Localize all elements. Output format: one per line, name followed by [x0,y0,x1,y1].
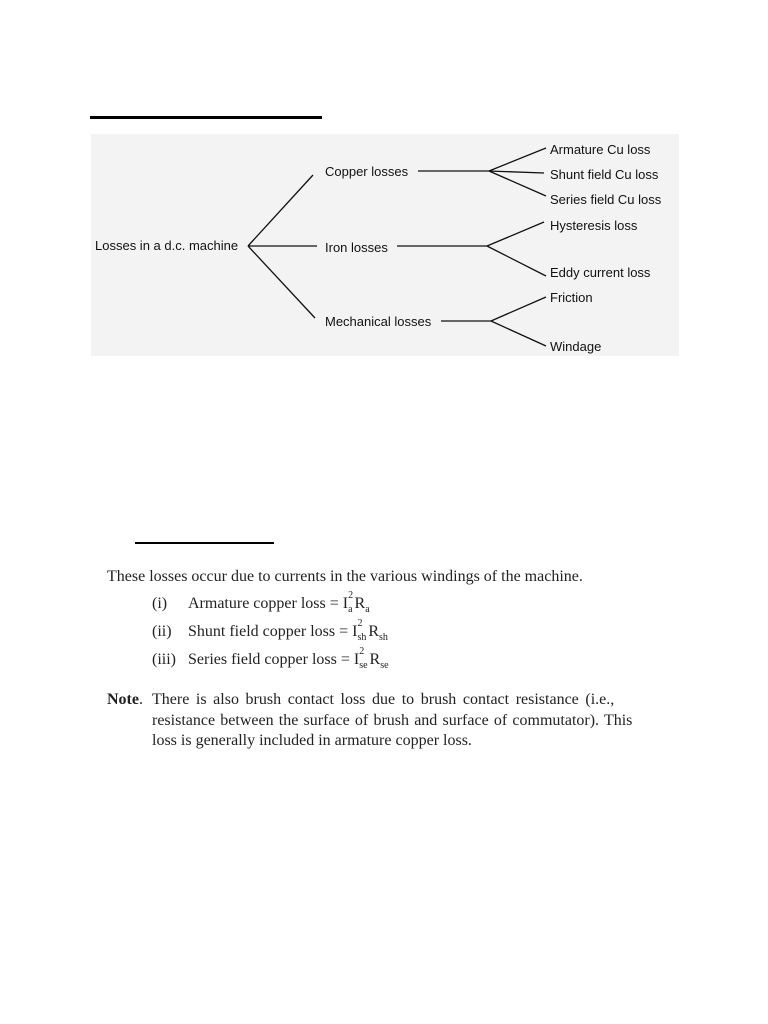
copper-intro-text: These losses occur due to currents in the various windings of the machine. [107,568,583,585]
connector-root-mechanical [248,246,315,318]
leaf-eddy-current-loss: Eddy current loss [550,265,651,280]
leaf-windage: Windage [550,339,602,354]
branch-label-mechanical: Mechanical losses [325,314,432,329]
item-number: (ii) [152,623,172,640]
note-label-period: . [138,691,143,708]
formula-exponent: 2 [348,590,354,601]
formula-resistance: R [369,651,381,668]
formula-current: I [353,651,360,668]
formula-current: I [352,623,358,640]
formula-resistance: R [368,623,380,640]
connector-copper-series [489,171,546,196]
subheading-underline [135,542,274,544]
note-line-3 [152,731,472,752]
note-label-text: Note [107,691,139,708]
note-line-3-text: loss is generally included in armature copper loss. [152,732,472,749]
formula-resistance-subscript: a [365,604,370,615]
note-line-1 [152,690,614,711]
formula-exponent: 2 [359,646,365,657]
connector-copper-shunt [489,171,544,173]
note-line-1-text: There is also brush contact loss due to brush contact resistance (i.e., [152,691,615,708]
item-text: Series field copper loss = [188,651,350,668]
connector-root-copper [248,175,313,246]
leaf-friction: Friction [550,290,593,305]
leaf-series-field-cu-loss: Series field Cu loss [550,192,662,207]
leaf-hysteresis-loss: Hysteresis loss [550,218,638,233]
item-number: (i) [152,595,168,612]
note-label [107,690,143,710]
connector-copper-armature [489,148,546,171]
formula-current-subscript: sh [357,632,367,643]
formula-resistance: R [354,595,366,612]
diagram-root-label: Losses in a d.c. machine [95,238,239,253]
heading-underline [90,116,322,119]
formula-current-subscript: se [359,660,368,671]
item-number: (iii) [152,651,176,668]
branch-label-copper: Copper losses [325,164,409,179]
item-text: Armature copper loss = [188,595,339,612]
branch-label-iron: Iron losses [325,240,388,255]
item-text: Shunt field copper loss = [188,623,349,640]
connector-mechanical-friction [491,297,546,321]
formula-resistance-subscript: se [380,660,389,671]
formula-item-series [152,646,389,676]
note-line-2-text: resistance between the surface of brush and surface of commutator). This [152,711,633,729]
connector-iron-hysteresis [487,222,544,246]
formula-resistance-subscript: sh [379,632,388,643]
formula-exponent: 2 [357,618,363,629]
connector-iron-eddy [487,246,546,276]
note-line-2 [152,711,632,732]
connector-mechanical-windage [491,321,546,346]
formula-item-shunt [152,618,388,648]
formula-current: I [342,595,349,612]
formula-item-armature [152,590,370,620]
leaf-armature-cu-loss: Armature Cu loss [550,142,651,157]
formula-current-subscript: a [348,604,353,615]
leaf-shunt-field-cu-loss: Shunt field Cu loss [550,167,659,182]
losses-tree-diagram [91,134,679,356]
